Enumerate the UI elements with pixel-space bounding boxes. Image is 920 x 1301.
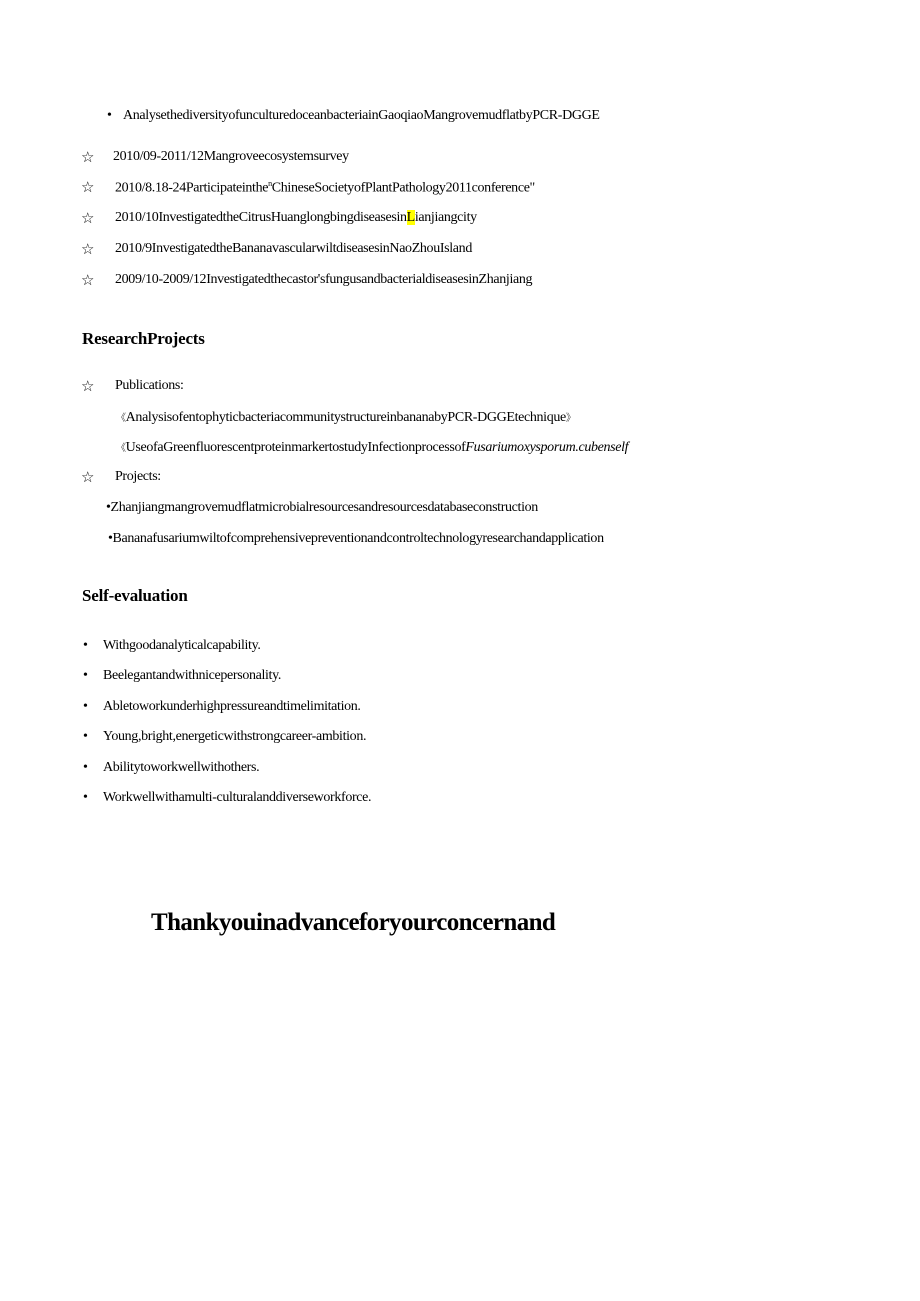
bullet-glyph: • [83, 699, 88, 714]
star-icon: ☆ [81, 271, 95, 289]
publications-label: Publications: [115, 378, 184, 393]
project-item: •Zhanjiangmangrovemudflatmicrobialresourcesandresourcesdatabaseconstruction [106, 500, 538, 515]
bracket-open: 《 [116, 443, 126, 454]
publication-title: UseofaGreenfluorescentproteinmarkertostudyInfectionprocessof [125, 440, 466, 455]
star-icon: ☆ [81, 468, 95, 486]
activity-item-text: 2010/10InvestigatedtheCitrusHuanglongbingdiseasesin [115, 210, 407, 225]
bullet-glyph: • [83, 638, 88, 653]
self-evaluation-item: Withgoodanalyticalcapability. [103, 638, 261, 653]
highlighted-letter: L [406, 210, 415, 225]
species-name: Fusariumoxysporum.cubenself [465, 440, 629, 455]
star-icon: ☆ [81, 148, 95, 166]
star-icon: ☆ [81, 240, 95, 258]
activity-item-text: 2010/8.18-24Participateinthe [115, 180, 269, 196]
activity-item-tail: ChineseSocietyofPlantPathology2011conference" [271, 180, 535, 196]
star-icon: ☆ [81, 377, 95, 395]
project-item: •Bananafusariumwiltofcomprehensivepreventionandcontroltechnologyresearchandapplication [108, 531, 604, 546]
self-evaluation-item: Abilitytoworkwellwithothers. [103, 760, 260, 775]
star-icon: ☆ [81, 178, 95, 196]
research-projects-heading: ResearchProjects [82, 329, 205, 348]
closing-statement: Thankyouinadvanceforyourconcernand [151, 909, 556, 936]
bullet-glyph: • [83, 729, 88, 744]
activity-item: 2010/9InvestigatedtheBananavascularwiltdiseasesinNaoZhouIsland [115, 241, 472, 256]
activity-first-bullet: AnalysethediversityofunculturedoceanbacteriainGaoqiaoMangrovemudflatbyPCR-DGGE [123, 108, 600, 123]
activity-item: 2009/10-2009/12Investigatedthecastor'sfungusandbacterialdiseasesinZhanjiang [115, 272, 533, 287]
publication-item [116, 409, 576, 426]
activity-item: 2010/09-2011/12Mangroveecosystemsurvey [113, 149, 349, 164]
publication-title: AnalysisofentophyticbacteriacommunitystructureinbananabyPCR-DGGEtechnique [125, 410, 566, 425]
activity-item [115, 210, 477, 226]
bracket-close: 》 [565, 413, 576, 424]
self-evaluation-item: Abletoworkunderhighpressureandtimelimitation. [103, 699, 361, 714]
self-evaluation-item: Young,bright,energeticwithstrongcareer-ambition. [103, 729, 367, 744]
projects-label: Projects: [115, 469, 161, 484]
bullet-glyph: • [83, 668, 88, 683]
activity-item-tail: ianjiangcity [414, 210, 477, 225]
publication-item [116, 439, 628, 456]
bracket-open: 《 [116, 413, 126, 424]
star-icon: ☆ [81, 209, 95, 227]
self-evaluation-item: Beelegantandwithnicepersonality. [103, 668, 281, 683]
bullet-glyph: • [107, 108, 112, 123]
bullet-glyph: • [83, 790, 88, 805]
self-evaluation-heading: Self-evaluation [82, 586, 188, 605]
activity-item [115, 179, 535, 197]
self-evaluation-item: Workwellwithamulti-culturalanddiverseworkforce. [103, 790, 372, 805]
superscript-mark: n [268, 179, 272, 188]
bullet-glyph: • [83, 760, 88, 775]
